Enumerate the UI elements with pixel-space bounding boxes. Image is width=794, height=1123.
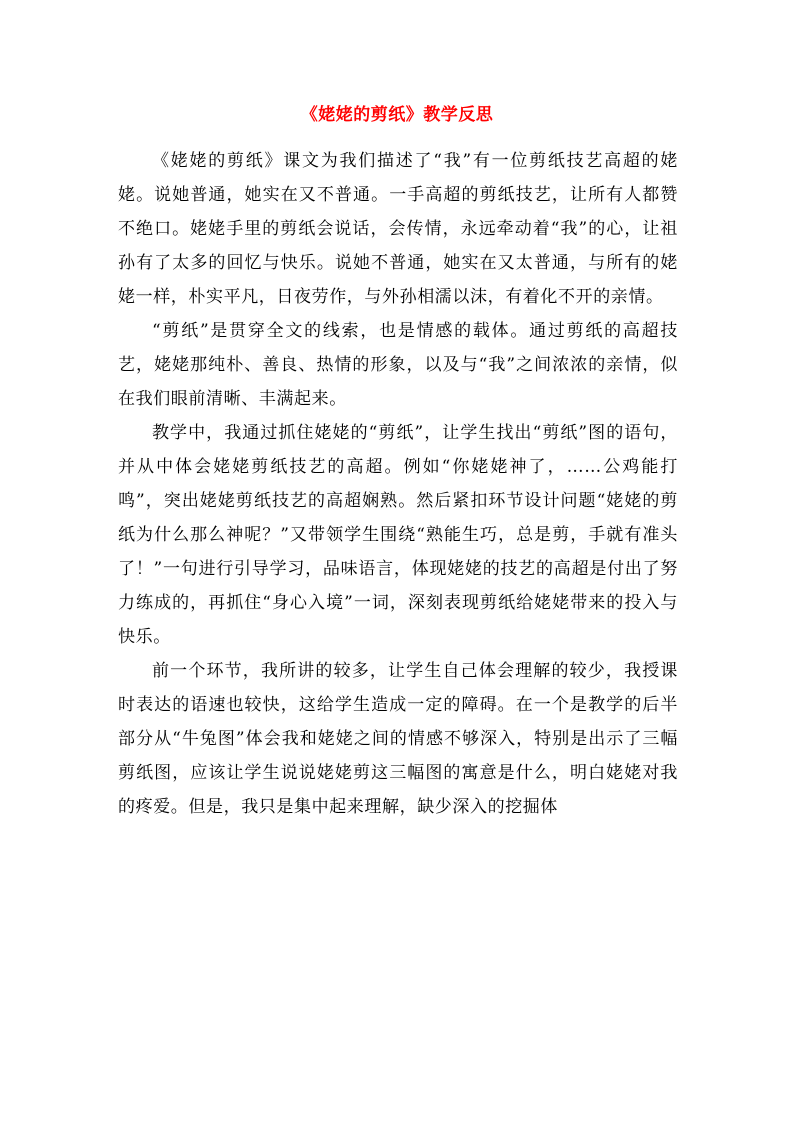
document-title: 《姥姥的剪纸》教学反思 (300, 105, 494, 125)
paragraph-4: 前一个环节，我所讲的较多，让学生自己体会理解的较少，我授课时表达的语速也较快，这给学生造成一定的障碍。在一个是教学的后半部分从“牛兔图”体会我和姥姥之间的情感不够深入，特别是出示了三幅剪纸图，应该让学生说说姥姥剪这三幅图的寓意是什么，明白姥姥对我的疼爱。但是，我只是集中起来理解，缺少深入的挖掘体 (118, 661, 678, 817)
paragraph-1: 《姥姥的剪纸》课文为我们描述了“我”有一位剪纸技艺高超的姥姥。说她普通，她实在又不普通。一手高超的剪纸技艺，让所有人都赞不绝口。姥姥手里的剪纸会说话，会传情，永远牵动着“我”的心，让祖孙有了太多的回忆与快乐。说她不普通，她实在又太普通，与所有的姥姥一样，朴实平凡，日夜劳作，与外孙相濡以沫，有着化不开的亲情。 (118, 151, 678, 307)
paragraph-2: “剪纸”是贯穿全文的线索，也是情感的载体。通过剪纸的高超技艺，姥姥那纯朴、善良、热情的形象，以及与“我”之间浓浓的亲情，似在我们眼前清晰、丰满起来。 (118, 321, 678, 409)
paragraph-3: 教学中，我通过抓住姥姥的“剪纸”，让学生找出“剪纸”图的语句，并从中体会姥姥剪纸技艺的高超。例如“你姥姥神了，……公鸡能打鸣”，突出姥姥剪纸技艺的高超娴熟。然后紧扣环节设计问题“姥姥的剪纸为什么那么神呢？”又带领学生围绕“熟能生巧，总是剪，手就有准头了！”一句进行引导学习，品味语言，体现姥姥的技艺的高超是付出了努力练成的，再抓住“身心入境”一词，深刻表现剪纸给姥姥带来的投入与快乐。 (118, 423, 678, 647)
document-body (118, 144, 678, 824)
